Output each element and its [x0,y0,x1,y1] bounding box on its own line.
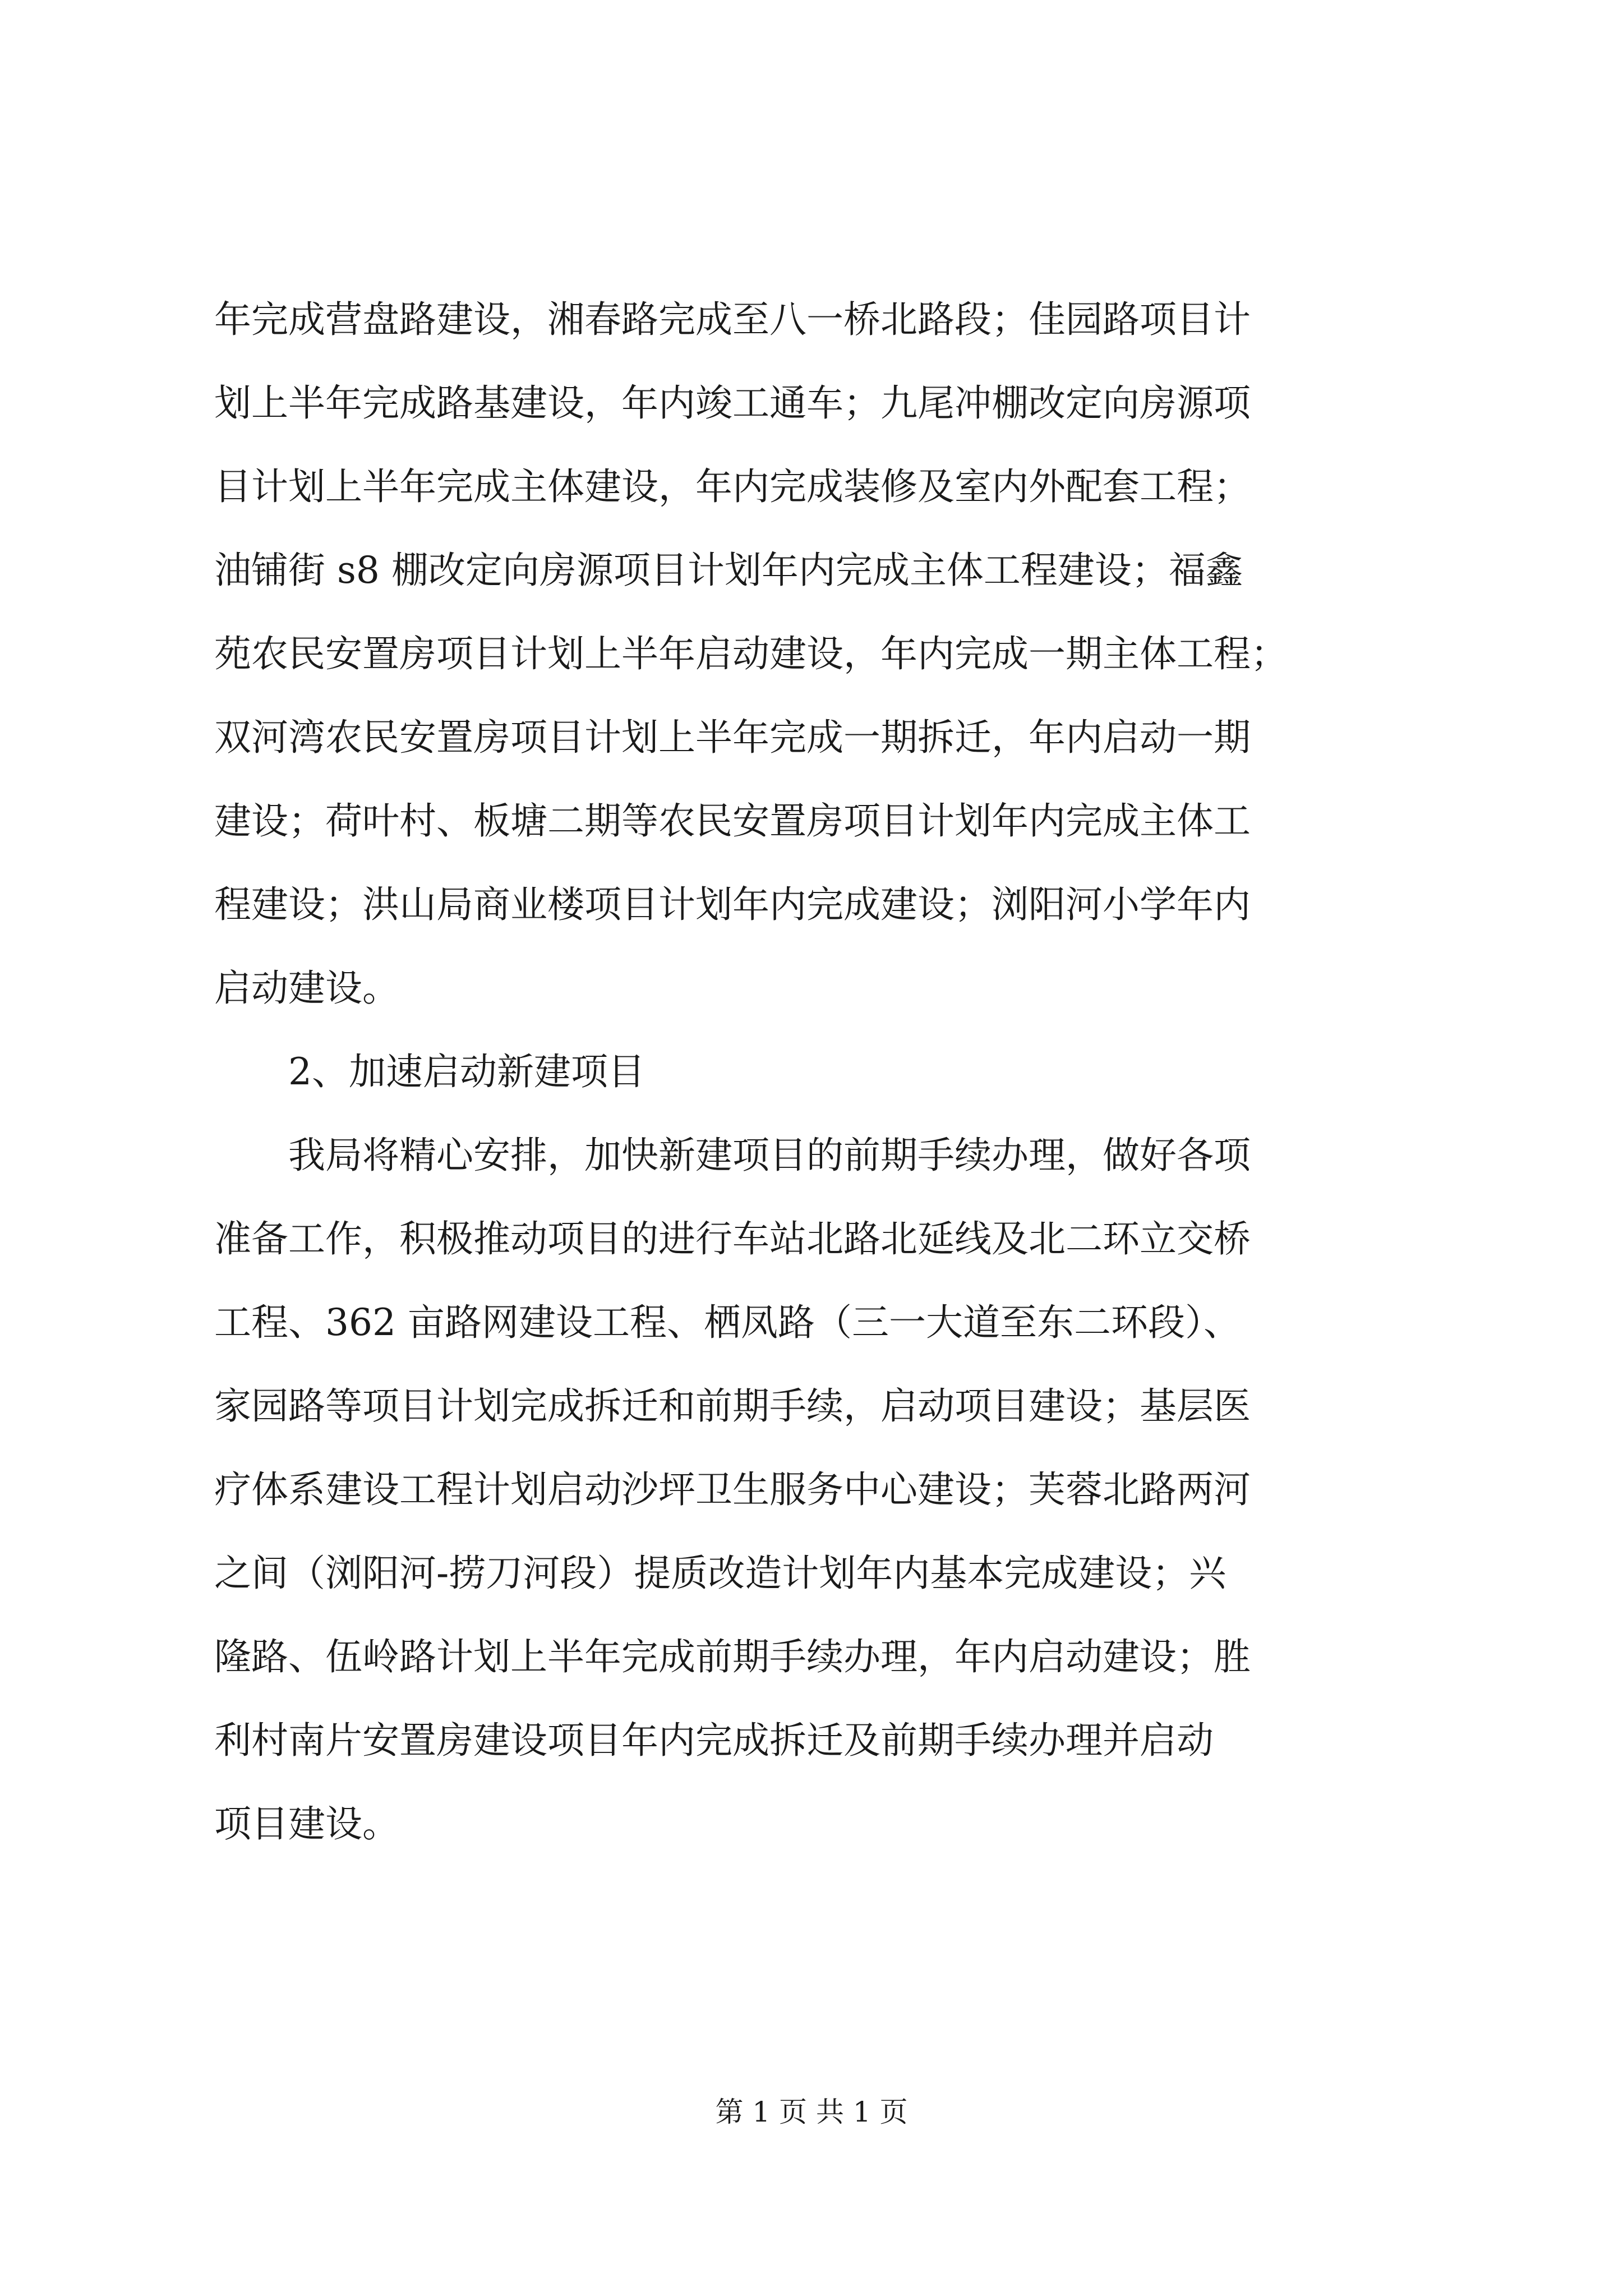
text-line: 双河湾农民安置房项目计划上半年完成一期拆迁，年内启动一期 [214,716,1251,759]
text-line: 隆路、伍岭路计划上半年完成前期手续办理，年内启动建设；胜 [214,1635,1251,1678]
text-line: 程建设；洪山局商业楼项目计划年内完成建设；浏阳河小学年内 [214,883,1251,926]
text-line: 准备工作，积极推动项目的进行车站北路北延线及北二环立交桥 [214,1217,1251,1260]
text-line: 之间（浏阳河-捞刀河段）提质改造计划年内基本完成建设；兴 [214,1552,1227,1595]
text-line: 我局将精心安排，加快新建项目的前期手续办理，做好各项 [288,1134,1251,1177]
text-line: 项目建设。 [214,1802,399,1846]
text-line: 目计划上半年完成主体建设，年内完成装修及室内外配套工程； [214,465,1251,508]
text-line: 家园路等项目计划完成拆迁和前期手续，启动项目建设；基层医 [214,1384,1251,1428]
text-line: 油铺街 s8 棚改定向房源项目计划年内完成主体工程建设；福鑫 [214,549,1243,592]
text-line: 工程、362 亩路网建设工程、栖凤路（三一大道至东二环段）、 [214,1301,1241,1344]
text-line: 年完成营盘路建设，湘春路完成至八一桥北路段；佳园路项目计 [214,298,1251,341]
section-heading: 2、加速启动新建项目 [288,1050,645,1093]
text-line: 利村南片安置房建设项目年内完成拆迁及前期手续办理并启动 [214,1719,1214,1762]
text-line: 启动建设。 [214,967,399,1010]
text-line: 苑农民安置房项目计划上半年启动建设，年内完成一期主体工程； [214,632,1288,675]
text-line: 划上半年完成路基建设，年内竣工通车；九尾冲棚改定向房源项 [214,381,1251,425]
page-footer: 第 1 页 共 1 页 [715,2096,908,2128]
text-line: 疗体系建设工程计划启动沙坪卫生服务中心建设；芙蓉北路两河 [214,1468,1251,1511]
text-line: 建设；荷叶村、板塘二期等农民安置房项目计划年内完成主体工 [214,799,1251,843]
